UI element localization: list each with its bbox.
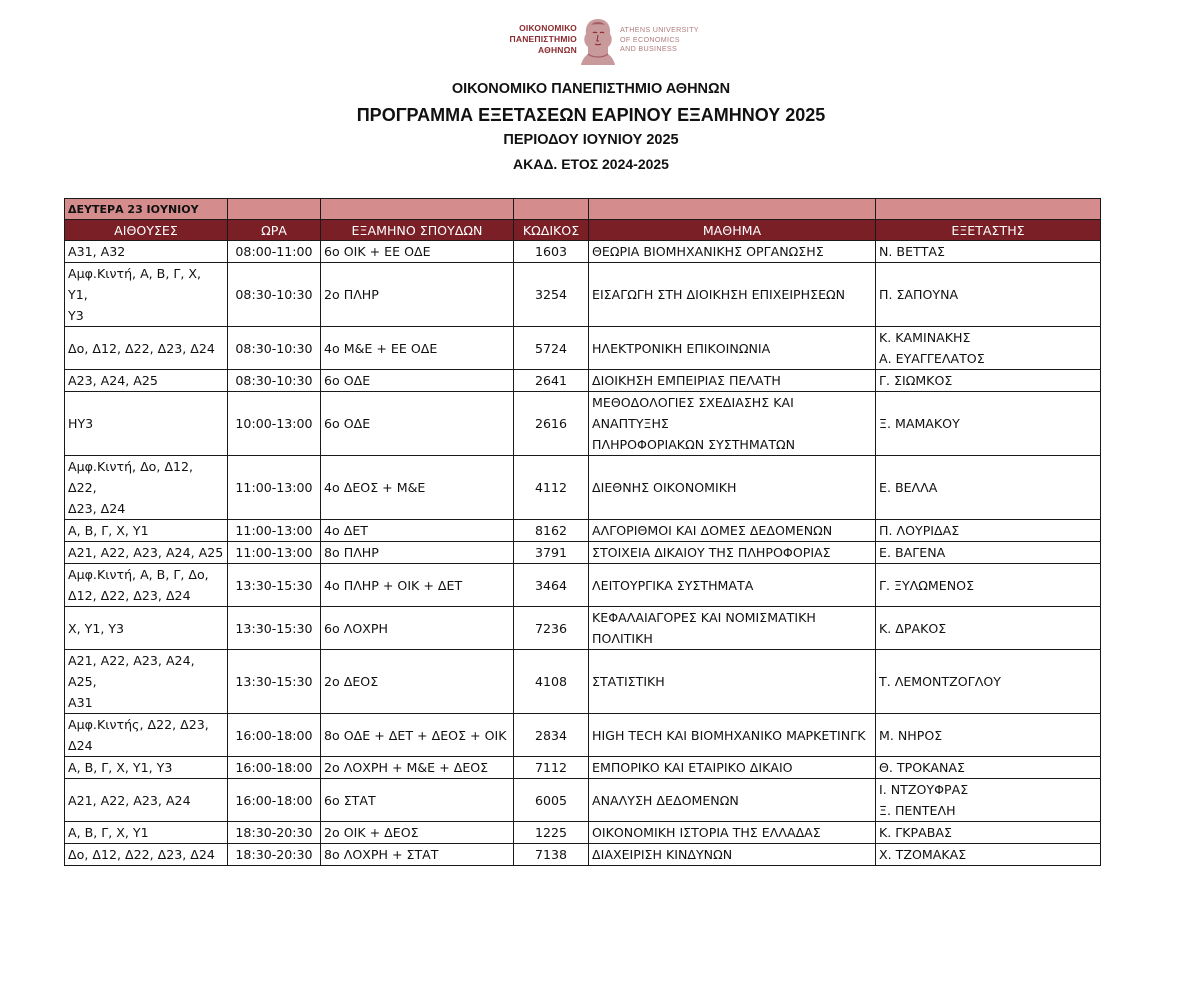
- semester-cell: 6ο ΟΙΚ + ΕΕ ΟΔΕ: [321, 241, 514, 263]
- rooms-cell-line: Αμφ.Κιντή, Α, Β, Γ, Χ, Υ1,: [68, 266, 201, 302]
- semester-cell: 6ο ΟΔΕ: [321, 370, 514, 392]
- examiner-cell: [876, 564, 1101, 607]
- course-cell: [589, 607, 876, 650]
- column-header-rooms: ΑΙΘΟΥΣΕΣ: [65, 220, 228, 241]
- table-row: [65, 327, 1101, 370]
- examiner-cell: [876, 822, 1101, 844]
- semester-cell: 6ο ΣΤΑΤ: [321, 779, 514, 822]
- rooms-cell-line: Χ, Υ1, Υ3: [68, 620, 125, 636]
- examiner-cell-line: Τ. ΛΕΜΟΝΤΖΟΓΛΟΥ: [879, 674, 1001, 689]
- semester-cell: 2ο ΠΛΗΡ: [321, 263, 514, 327]
- time-cell: 10:00-13:00: [228, 392, 321, 456]
- semester-cell: 8ο ΛΟΧΡΗ + ΣΤΑΤ: [321, 844, 514, 866]
- course-cell-line: ΚΕΦΑΛΑΙΑΓΟΡΕΣ ΚΑΙ ΝΟΜΙΣΜΑΤΙΚΗ: [592, 610, 816, 625]
- semester-cell: 6ο ΛΟΧΡΗ: [321, 607, 514, 650]
- rooms-cell: [65, 327, 228, 370]
- course-cell: [589, 520, 876, 542]
- examiner-cell-line: Μ. ΝΗΡΟΣ: [879, 727, 943, 743]
- examiner-cell-line: Κ. ΚΑΜΙΝΑΚΗΣ: [879, 330, 971, 345]
- time-cell: 16:00-18:00: [228, 757, 321, 779]
- time-cell: 08:00-11:00: [228, 241, 321, 263]
- exam-schedule-table: [64, 198, 1101, 866]
- course-cell: [589, 564, 876, 607]
- table-row: [65, 822, 1101, 844]
- course-cell: [589, 714, 876, 757]
- header-row: [65, 220, 1101, 241]
- day-row-spacer: [589, 199, 876, 220]
- semester-cell: 8ο ΟΔΕ + ΔΕΤ + ΔΕΟΣ + ΟΙΚ: [321, 714, 514, 757]
- course-cell-line: ΘΕΩΡΙΑ ΒΙΟΜΗΧΑΝΙΚΗΣ ΟΡΓΑΝΩΣΗΣ: [592, 244, 824, 259]
- rooms-cell: [65, 779, 228, 822]
- table-row: [65, 650, 1101, 714]
- rooms-cell-line: Α21, Α22, Α23, Α24, Α25,: [68, 653, 195, 689]
- rooms-cell-line: Δο, Δ12, Δ22, Δ23, Δ24: [68, 847, 215, 862]
- table-row: [65, 241, 1101, 263]
- examiner-cell-line: Ξ. ΜΑΜΑΚΟΥ: [879, 416, 960, 431]
- column-header-code: ΚΩΔΙΚΟΣ: [514, 220, 589, 241]
- rooms-cell-line: Αμφ.Κιντή, Α, Β, Γ, Δο,: [68, 567, 209, 582]
- table-row: [65, 607, 1101, 650]
- day-label: ΔΕΥΤΕΡΑ 23 ΙΟΥΝΙΟΥ: [65, 199, 228, 220]
- code-cell: 7112: [514, 757, 589, 779]
- logo-english-line: ATHENS UNIVERSITY: [620, 25, 699, 34]
- examiner-cell-line: Ν. ΒΕΤΤΑΣ: [879, 244, 945, 259]
- table-row: [65, 779, 1101, 822]
- examiner-cell-line: Γ. ΣΙΩΜΚΟΣ: [879, 373, 953, 388]
- rooms-cell-line: Δο, Δ12, Δ22, Δ23, Δ24: [68, 340, 215, 356]
- table-row: [65, 456, 1101, 520]
- examiner-cell-line: Κ. ΔΡΑΚΟΣ: [879, 620, 947, 636]
- course-cell-line: ΣΤΟΙΧΕΙΑ ΔΙΚΑΙΟΥ ΤΗΣ ΠΛΗΡΟΦΟΡΙΑΣ: [592, 545, 831, 560]
- course-cell-line: ΟΙΚΟΝΟΜΙΚΗ ΙΣΤΟΡΙΑ ΤΗΣ ΕΛΛΑΔΑΣ: [592, 825, 821, 840]
- course-cell-line: ΕΜΠΟΡΙΚΟ ΚΑΙ ΕΤΑΙΡΙΚΟ ΔΙΚΑΙΟ: [592, 760, 793, 775]
- examiner-cell-line: Ι. ΝΤΖΟΥΦΡΑΣ: [879, 782, 969, 797]
- course-cell-line: ΛΕΙΤΟΥΡΓΙΚΑ ΣΥΣΤΗΜΑΤΑ: [592, 577, 754, 593]
- examiner-cell-line: Π. ΣΑΠΟΥΝΑ: [879, 287, 959, 302]
- examiner-cell: [876, 520, 1101, 542]
- examiner-cell: [876, 370, 1101, 392]
- exam-period: ΠΕΡΙΟΔΟΥ ΙΟΥΝΙΟΥ 2025: [503, 132, 679, 148]
- column-header-course: ΜΑΘΗΜΑ: [589, 220, 876, 241]
- time-cell: 13:30-15:30: [228, 564, 321, 607]
- table-row: [65, 564, 1101, 607]
- table-row: [65, 757, 1101, 779]
- rooms-cell: [65, 714, 228, 757]
- logo-english-line: AND BUSINESS: [620, 44, 678, 53]
- examiner-cell: [876, 779, 1101, 822]
- time-cell: 11:00-13:00: [228, 520, 321, 542]
- code-cell: 2641: [514, 370, 589, 392]
- logo-greek-line: ΟΙΚΟΝΟΜΙΚΟ: [519, 23, 577, 33]
- code-cell: 5724: [514, 327, 589, 370]
- table-row: [65, 542, 1101, 564]
- time-cell: 18:30-20:30: [228, 844, 321, 866]
- semester-cell: 2ο ΟΙΚ + ΔΕΟΣ: [321, 822, 514, 844]
- semester-cell: 8ο ΠΛΗΡ: [321, 542, 514, 564]
- examiner-cell: [876, 241, 1101, 263]
- academic-year: ΑΚΑΔ. ΕΤΟΣ 2024-2025: [513, 156, 669, 172]
- rooms-cell-line: Α21, Α22, Α23, Α24, Α25: [68, 545, 224, 560]
- athena-bust-icon: [579, 16, 617, 66]
- column-header-time: ΩΡΑ: [228, 220, 321, 241]
- course-cell-line: ΑΛΓΟΡΙΘΜΟΙ ΚΑΙ ΔΟΜΕΣ ΔΕΔΟΜΕΝΩΝ: [592, 523, 833, 538]
- rooms-cell: [65, 844, 228, 866]
- course-cell-line: ΑΝΑΛΥΣΗ ΔΕΔΟΜΕΝΩΝ: [592, 792, 739, 808]
- logo-english-line: OF ECONOMICS: [620, 34, 680, 44]
- code-cell: 1603: [514, 241, 589, 263]
- table-row: [65, 520, 1101, 542]
- table-row: [65, 714, 1101, 757]
- day-row-spacer: [514, 199, 589, 220]
- examiner-cell-line: Θ. ΤΡΟΚΑΝΑΣ: [879, 760, 965, 775]
- time-cell: 08:30-10:30: [228, 370, 321, 392]
- rooms-cell-line: Δ24: [68, 738, 93, 753]
- time-cell: 11:00-13:00: [228, 542, 321, 564]
- course-cell-line: ΔΙΕΘΝΗΣ ΟΙΚΟΝΟΜΙΚΗ: [592, 480, 737, 495]
- course-cell: [589, 241, 876, 263]
- examiner-cell-line: Π. ΛΟΥΡΙΔΑΣ: [879, 523, 960, 538]
- course-cell-line: HIGH TECH ΚΑΙ ΒΙΟΜΗΧΑΝΙΚΟ ΜΑΡΚΕΤΙΝΓΚ: [592, 727, 866, 743]
- rooms-cell-line: Υ3: [68, 308, 84, 323]
- course-cell: [589, 757, 876, 779]
- course-cell-line: ΕΙΣΑΓΩΓΗ ΣΤΗ ΔΙΟΙΚΗΣΗ ΕΠΙΧΕΙΡΗΣΕΩΝ: [592, 287, 846, 302]
- code-cell: 7236: [514, 607, 589, 650]
- logo-english-text: [620, 25, 710, 54]
- course-cell-line: ΠΟΛΙΤΙΚΗ: [592, 631, 653, 646]
- table-row: [65, 370, 1101, 392]
- semester-cell: 4ο ΠΛΗΡ + ΟΙΚ + ΔΕΤ: [321, 564, 514, 607]
- code-cell: 1225: [514, 822, 589, 844]
- semester-cell: 4ο Μ&Ε + ΕΕ ΟΔΕ: [321, 327, 514, 370]
- university-name: ΟΙΚΟΝΟΜΙΚΟ ΠΑΝΕΠΙΣΤΗΜΙΟ ΑΘΗΝΩΝ: [451, 81, 731, 97]
- logo-greek-text: [489, 23, 577, 56]
- examiner-cell: [876, 714, 1101, 757]
- rooms-cell-line: Α31: [68, 695, 93, 710]
- semester-cell: 6ο ΟΔΕ: [321, 392, 514, 456]
- course-cell: [589, 456, 876, 520]
- examiner-cell: [876, 844, 1101, 866]
- rooms-cell: [65, 757, 228, 779]
- table-row: [65, 844, 1101, 866]
- rooms-cell-line: ΗΥ3: [68, 416, 94, 431]
- examiner-cell: [876, 392, 1101, 456]
- column-header-semester: ΕΞΑΜΗΝΟ ΣΠΟΥΔΩΝ: [321, 220, 514, 241]
- rooms-cell-line: Α23, Α24, Α25: [68, 373, 158, 388]
- examiner-cell-line: Ξ. ΠΕΝΤΕΛΗ: [879, 803, 956, 818]
- rooms-cell: [65, 542, 228, 564]
- code-cell: 3254: [514, 263, 589, 327]
- semester-cell: 2ο ΛΟΧΡΗ + Μ&Ε + ΔΕΟΣ: [321, 757, 514, 779]
- rooms-cell: [65, 370, 228, 392]
- examiner-cell-line: Ε. ΒΕΛΛΑ: [879, 480, 938, 495]
- time-cell: 16:00-18:00: [228, 779, 321, 822]
- course-cell: [589, 542, 876, 564]
- examiner-cell: [876, 327, 1101, 370]
- semester-cell: 4ο ΔΕΤ: [321, 520, 514, 542]
- rooms-cell: [65, 392, 228, 456]
- course-cell-line: ΣΤΑΤΙΣΤΙΚΗ: [592, 674, 665, 689]
- course-cell: [589, 844, 876, 866]
- day-row-spacer: [228, 199, 321, 220]
- code-cell: 3791: [514, 542, 589, 564]
- time-cell: 11:00-13:00: [228, 456, 321, 520]
- code-cell: 2616: [514, 392, 589, 456]
- logo-greek-line: ΑΘΗΝΩΝ: [538, 45, 577, 55]
- page-title: ΠΡΟΓΡΑΜΜΑ ΕΞΕΤΑΣΕΩΝ ΕΑΡΙΝΟΥ ΕΞΑΜΗΝΟΥ 2025: [356, 105, 826, 125]
- examiner-cell: [876, 542, 1101, 564]
- rooms-cell-line: Αμφ.Κιντή, Δο, Δ12, Δ22,: [68, 459, 194, 495]
- code-cell: 6005: [514, 779, 589, 822]
- day-row-spacer: [321, 199, 514, 220]
- rooms-cell: [65, 520, 228, 542]
- time-cell: 08:30-10:30: [228, 263, 321, 327]
- examiner-cell-line: Γ. ΞΥΛΩΜΕΝΟΣ: [879, 577, 975, 593]
- semester-cell: 4ο ΔΕΟΣ + Μ&Ε: [321, 456, 514, 520]
- rooms-cell-line: Α31, Α32: [68, 244, 126, 259]
- course-cell-line: ΗΛΕΚΤΡΟΝΙΚΗ ΕΠΙΚΟΙΝΩΝΙΑ: [592, 340, 771, 356]
- code-cell: 8162: [514, 520, 589, 542]
- course-cell: [589, 822, 876, 844]
- course-cell-line: ΠΛΗΡΟΦΟΡΙΑΚΩΝ ΣΥΣΤΗΜΑΤΩΝ: [592, 437, 796, 452]
- examiner-cell: [876, 456, 1101, 520]
- rooms-cell: [65, 607, 228, 650]
- rooms-cell: [65, 650, 228, 714]
- examiner-cell-line: Ε. ΒΑΓΕΝΑ: [879, 545, 946, 560]
- logo-greek-line: ΠΑΝΕΠΙΣΤΗΜΙΟ: [509, 34, 577, 44]
- code-cell: 7138: [514, 844, 589, 866]
- column-header-examiner: ΕΞΕΤΑΣΤΗΣ: [876, 220, 1101, 241]
- rooms-cell-line: Αμφ.Κιντής, Δ22, Δ23,: [68, 717, 209, 732]
- course-cell: [589, 263, 876, 327]
- code-cell: 2834: [514, 714, 589, 757]
- rooms-cell: [65, 822, 228, 844]
- code-cell: 4112: [514, 456, 589, 520]
- time-cell: 13:30-15:30: [228, 607, 321, 650]
- examiner-cell-line: Χ. ΤΖΟΜΑΚΑΣ: [879, 847, 967, 862]
- examiner-cell: [876, 650, 1101, 714]
- course-cell-line: ΔΙΟΙΚΗΣΗ ΕΜΠΕΙΡΙΑΣ ΠΕΛΑΤΗ: [592, 373, 781, 388]
- time-cell: 13:30-15:30: [228, 650, 321, 714]
- course-cell: [589, 327, 876, 370]
- course-cell: [589, 779, 876, 822]
- course-cell: [589, 370, 876, 392]
- time-cell: 16:00-18:00: [228, 714, 321, 757]
- table-row: [65, 263, 1101, 327]
- rooms-cell-line: Δ12, Δ22, Δ23, Δ24: [68, 588, 191, 603]
- semester-cell: 2ο ΔΕΟΣ: [321, 650, 514, 714]
- time-cell: 08:30-10:30: [228, 327, 321, 370]
- rooms-cell-line: Α, Β, Γ, Χ, Υ1: [68, 825, 149, 840]
- rooms-cell: [65, 564, 228, 607]
- examiner-cell: [876, 607, 1101, 650]
- table-row: [65, 392, 1101, 456]
- rooms-cell-line: Α, Β, Γ, Χ, Υ1, Υ3: [68, 760, 173, 775]
- table-body: [65, 241, 1101, 866]
- day-row-spacer: [876, 199, 1101, 220]
- rooms-cell-line: Α, Β, Γ, Χ, Υ1: [68, 523, 149, 538]
- rooms-cell: [65, 241, 228, 263]
- examiner-cell: [876, 263, 1101, 327]
- rooms-cell: [65, 456, 228, 520]
- course-cell-line: ΜΕΘΟΔΟΛΟΓΙΕΣ ΣΧΕΔΙΑΣΗΣ ΚΑΙ ΑΝΑΠΤΥΞΗΣ: [592, 395, 794, 431]
- time-cell: 18:30-20:30: [228, 822, 321, 844]
- university-logo: [489, 14, 705, 70]
- day-row: [65, 199, 1101, 220]
- code-cell: 4108: [514, 650, 589, 714]
- code-cell: 3464: [514, 564, 589, 607]
- course-cell: [589, 392, 876, 456]
- course-cell: [589, 650, 876, 714]
- examiner-cell-line: Κ. ΓΚΡΑΒΑΣ: [879, 825, 952, 840]
- examiner-cell: [876, 757, 1101, 779]
- examiner-cell-line: Α. ΕΥΑΓΓΕΛΑΤΟΣ: [879, 351, 985, 366]
- rooms-cell: [65, 263, 228, 327]
- rooms-cell-line: Α21, Α22, Α23, Α24: [68, 792, 191, 808]
- rooms-cell-line: Δ23, Δ24: [68, 501, 126, 516]
- course-cell-line: ΔΙΑΧΕΙΡΙΣΗ ΚΙΝΔΥΝΩΝ: [592, 847, 733, 862]
